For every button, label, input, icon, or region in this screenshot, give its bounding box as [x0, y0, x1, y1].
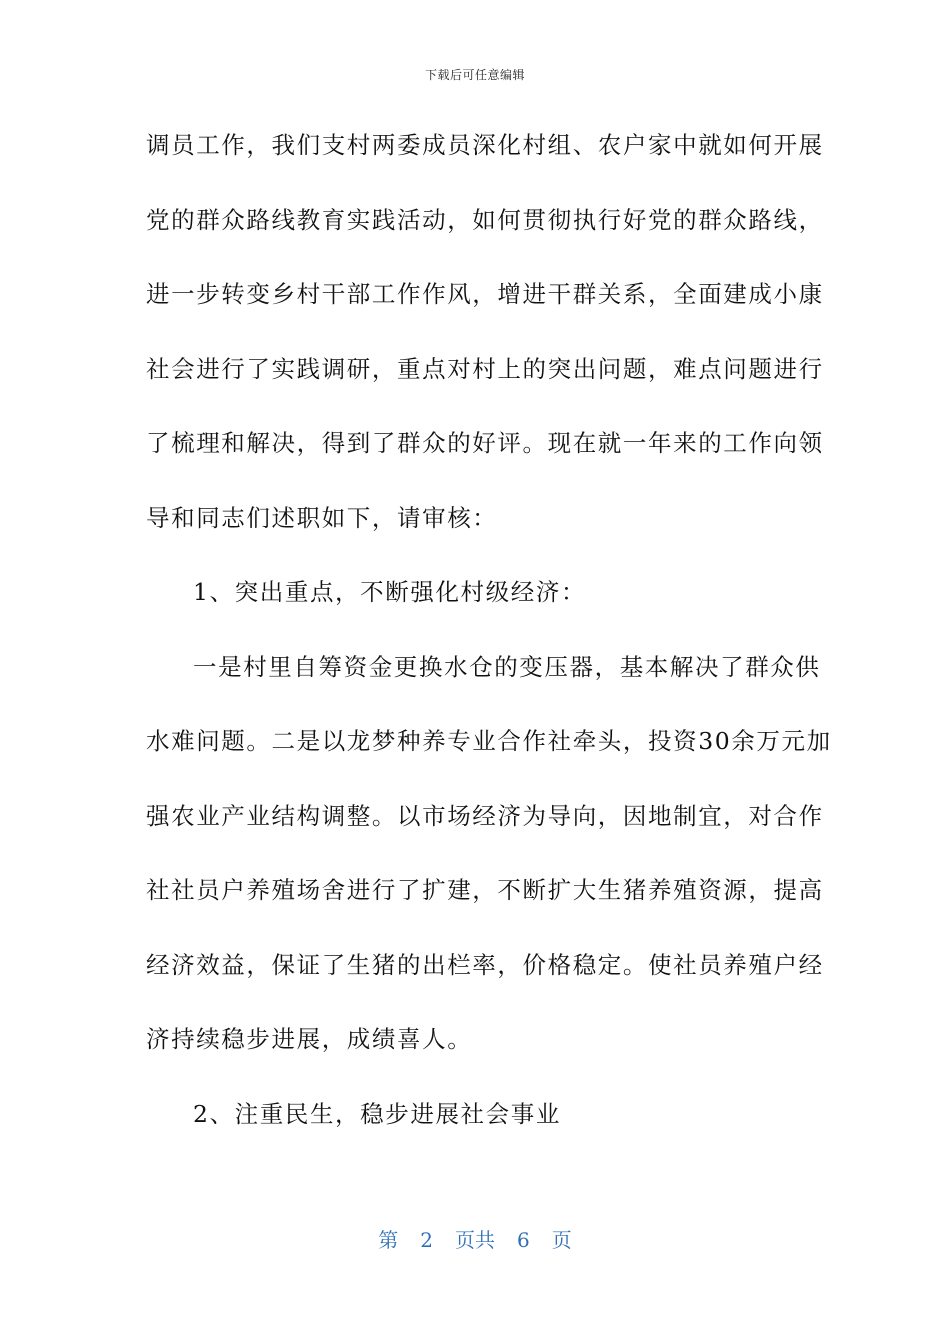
footer-suffix: 页 — [551, 1228, 572, 1252]
paragraph-line: 济持续稳步进展，成绩喜人。 — [146, 1025, 473, 1053]
page-number-footer — [0, 1224, 950, 1253]
paragraph-line: 强农业产业结构调整。以市场经济为导向，因地制宜，对合作 — [146, 801, 824, 830]
total-pages-number: 6 — [517, 1228, 530, 1252]
page-header-note: 下载后可任意编辑 — [424, 68, 525, 82]
paragraph-line: 水难问题。二是以龙梦种养专业合作社牵头，投资30余万元加 — [146, 727, 832, 755]
paragraph-line: 进一步转变乡村干部工作作风，增进干群关系，全面建成小康 — [146, 280, 824, 308]
paragraph-line: 社社员户养殖场舍进行了扩建，不断扩大生猪养殖资源，提高 — [146, 876, 824, 904]
paragraph-line: 一是村里自筹资金更换水仓的变压器，基本解决了群众供 — [193, 652, 821, 681]
document-body — [146, 120, 832, 1163]
paragraph-line: 经济效益，保证了生猪的出栏率，价格稳定。使社员养殖户经 — [146, 950, 824, 979]
current-page-number: 2 — [420, 1228, 433, 1252]
paragraph-line: 党的群众路线教育实践活动，如何贯彻执行好党的群众路线， — [146, 205, 824, 234]
paragraph-line: 了梳理和解决，得到了群众的好评。现在就一年来的工作向领 — [146, 429, 824, 457]
footer-prefix: 第 — [378, 1228, 399, 1252]
section-heading: 2、注重民生，稳步进展社会事业 — [193, 1099, 561, 1128]
footer-middle: 页共 — [455, 1228, 495, 1252]
paragraph-line: 社会进行了实践调研，重点对村上的突出问题，难点问题进行 — [146, 354, 824, 383]
paragraph-line: 导和同志们述职如下，请审核： — [146, 503, 498, 532]
section-heading: 1、突出重点，不断强化村级经济： — [193, 578, 587, 606]
paragraph-line: 调员工作，我们支村两委成员深化村组、农户家中就如何开展 — [146, 131, 824, 159]
